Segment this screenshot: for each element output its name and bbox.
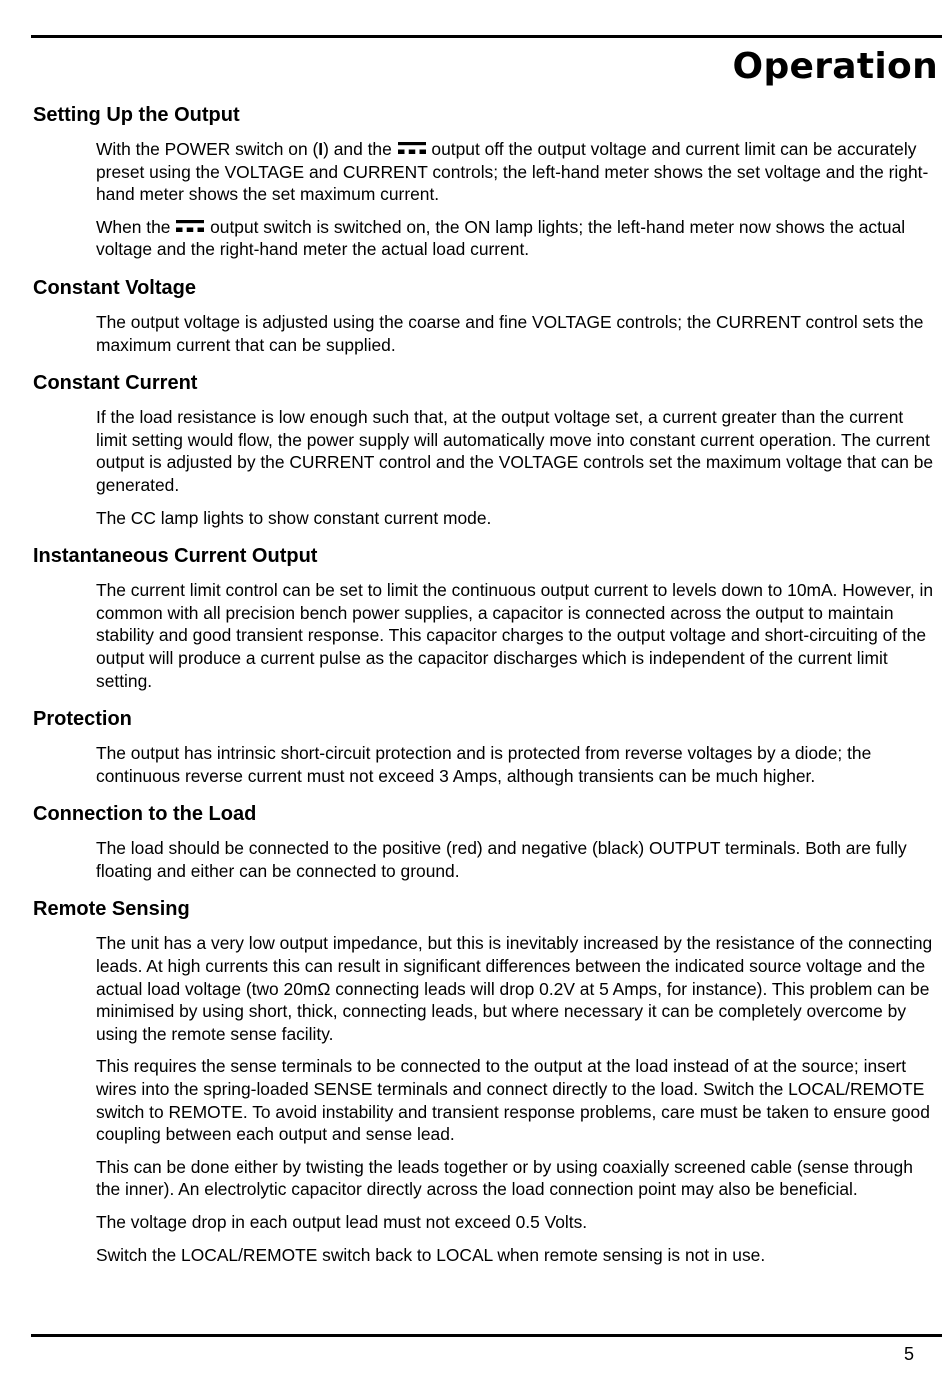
top-rule [31,35,942,38]
paragraph [96,138,938,206]
paragraph: If the load resistance is low enough such that, at the output voltage set, a current greater than the current limit setting would flow, the power supply will automatically move into constant current operation. The current output is adjusted by the CURRENT control and the VOLTAGE controls set the maximum voltage that can be generated. [96,407,934,495]
section-heading: Constant Voltage [33,276,196,299]
dc-output-icon [398,141,426,155]
section-setting-up-output [33,102,938,261]
paragraph: The unit has a very low output impedance, but this is inevitably increased by the resistance of the connecting leads. At high currents this can result in significant differences between the indicated source voltage and the actual load voltage (two 20mΩ connecting leads will drop 0.2V at 5 Amps, for instance). This problem can be minimised by using short, thick, connecting leads, but where necessary it can be completely overcome by using the remote sense facility. [96,933,933,1044]
section-heading: Instantaneous Current Output [33,545,318,568]
paragraph: Switch the LOCAL/REMOTE switch back to LOCAL when remote sensing is not in use. [96,1244,766,1265]
text-run: output off the output voltage and current limit can be accurately preset using the VOLTAGE and CURRENT controls; the left-hand meter shows the set voltage and the right-hand meter shows the set maximum current. [96,139,929,205]
paragraph: This requires the sense terminals to be connected to the output at the load instead of at the source; insert wires into the spring-loaded SENSE terminals and connect directly to the load. Switch the LOCAL/REMOTE switch to REMOTE. To avoid instability and transient response problems, care must be taken to ensure good coupling between each output and sense lead. [96,1056,930,1145]
section-heading: Setting Up the Output [33,104,240,126]
dc-output-icon [176,219,204,233]
page-title: Operation [732,46,938,87]
section-constant-current [33,370,938,529]
section-constant-voltage [33,275,938,356]
section-protection [33,706,938,787]
paragraph: The CC lamp lights to show constant current mode. [96,507,492,528]
section-connection-to-load [33,801,938,882]
section-remote-sensing [33,896,938,1266]
text-run: With the POWER switch on ( [96,139,319,159]
section-heading: Protection [33,708,132,731]
paragraph: The voltage drop in each output lead must not exceed 0.5 Volts. [96,1212,588,1232]
page-number: 5 [903,1344,914,1364]
paragraph [96,216,938,261]
text-run: When the [96,216,176,237]
section-heading: Remote Sensing [33,898,190,921]
paragraph: The output has intrinsic short-circuit protection and is protected from reverse voltages by a diode; the continuous reverse current must not exceed 3 Amps, although transients can be much higher. [96,743,872,786]
page-content [33,102,938,1280]
section-heading: Constant Current [33,372,198,395]
power-on-symbol: I [318,139,324,159]
paragraph: The current limit control can be set to limit the continuous output current to levels down to 10mA. However, in common with all precision bench power supplies, a capacitor is connected across the output to maintain stability and good transient response. This capacitor charges to the output voltage and short-circuiting of the output will produce a current pulse as the capacitor discharges which is independent of the current limit setting. [96,580,934,691]
text-run: ) and the [323,139,397,159]
bottom-rule [31,1334,942,1337]
paragraph: This can be done either by twisting the leads together or by using coaxially screened cable (sense through the inner). An electrolytic capacitor directly across the load connection point may also be beneficial. [96,1156,913,1200]
text-run: output switch is switched on, the ON lamp lights; the left-hand meter now shows the actual voltage and the right-hand meter the actual load current. [96,216,906,260]
section-heading: Connection to the Load [33,803,257,826]
paragraph: The load should be connected to the positive (red) and negative (black) OUTPUT terminals. Both are fully floating and either can be connected to ground. [96,838,907,881]
paragraph: The output voltage is adjusted using the coarse and fine VOLTAGE controls; the CURRENT control sets the maximum current that can be supplied. [96,311,924,355]
section-instantaneous-current-output [33,543,938,692]
